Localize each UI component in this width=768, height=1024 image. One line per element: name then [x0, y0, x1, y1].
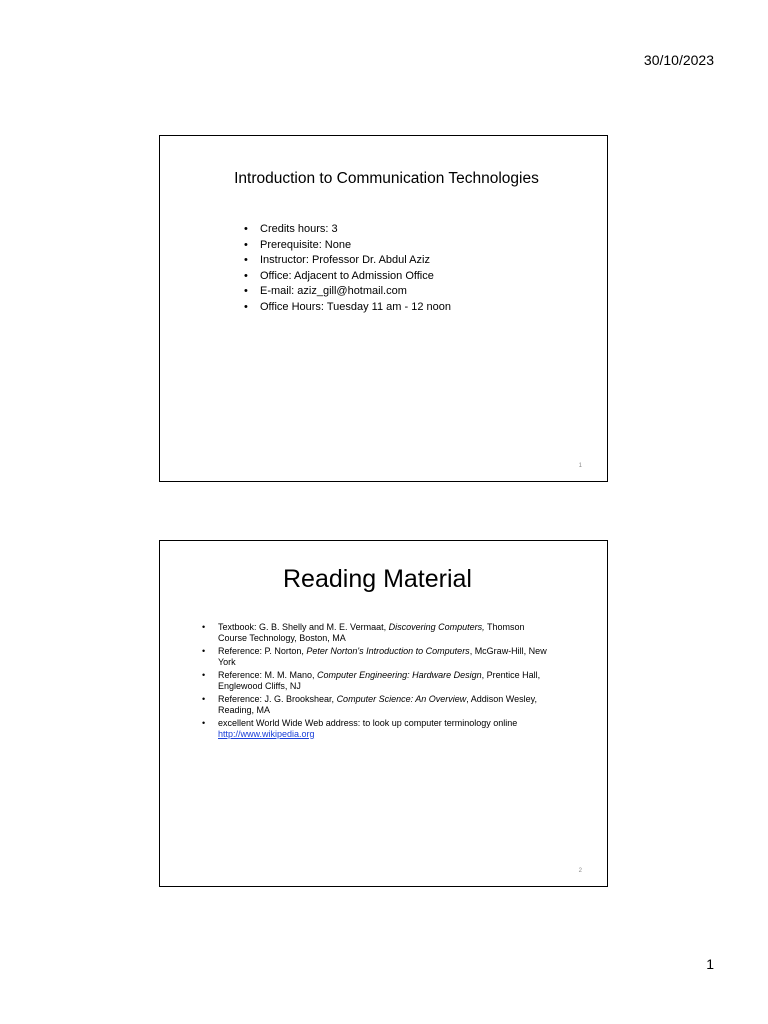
slide-2-number: 2	[578, 868, 582, 874]
slide-1-title: Introduction to Communication Technologies	[234, 170, 539, 187]
bullet-dot-icon: •	[244, 269, 248, 282]
bullet-dot-icon: •	[244, 300, 248, 313]
slide-1	[159, 135, 608, 482]
bullet-dot-icon: •	[244, 223, 248, 235]
slide-1-bullet: • Office Hours: Tuesday 11 am - 12 noon	[244, 300, 451, 316]
page-number: 1	[706, 956, 714, 972]
bullet-dot-icon: •	[244, 254, 248, 266]
slide-2	[159, 540, 608, 887]
bullet-dot-icon: •	[244, 238, 248, 251]
slide-1-number: 1	[578, 463, 582, 469]
slide-1-bullet: • E-mail: aziz_gill@hotmail.com	[244, 284, 451, 300]
slide-2-bullet: • Reference: P. Norton, Peter Norton's Introduction to Computers, McGraw-Hill, New York	[202, 646, 547, 667]
page-date: 30/10/2023	[643, 52, 714, 68]
slide-2-bullet: • Reference: M. M. Mano, Computer Engineering: Hardware Design, Prentice Hall, Englewood Cliffs, NJ	[202, 670, 541, 691]
slide-2-title: Reading Material	[283, 565, 472, 593]
bullet-dot-icon: •	[244, 285, 248, 297]
bullet-dot-icon: •	[202, 646, 206, 656]
slide-2-bullet: • Reference: J. G. Brookshear, Computer Science: An Overview, Addison Wesley, Reading, MA	[202, 694, 537, 715]
bullet-dot-icon: •	[202, 718, 206, 728]
slide-1-bullet-list	[244, 222, 451, 315]
wikipedia-link[interactable]: http://www.wikipedia.org	[218, 728, 315, 739]
slide-1-bullet: • Office: Adjacent to Admission Office	[244, 269, 451, 285]
slide-2-bullet: • Textbook: G. B. Shelly and M. E. Vermaat, Discovering Computers, Thomson Course Technology, Boston, MA	[202, 622, 525, 643]
slide-1-bullet: • Prerequisite: None	[244, 238, 451, 254]
bullet-dot-icon: •	[202, 694, 206, 704]
bullet-dot-icon: •	[202, 622, 206, 632]
bullet-dot-icon: •	[202, 670, 206, 680]
slide-1-bullet: • Instructor: Professor Dr. Abdul Aziz	[244, 253, 451, 269]
slide-2-bullet-list	[202, 622, 552, 742]
slide-2-bullet: • excellent World Wide Web address: to look up computer terminology online http://www.wikipedia.org	[202, 718, 518, 739]
slide-1-bullet: • Credits hours: 3	[244, 222, 451, 238]
